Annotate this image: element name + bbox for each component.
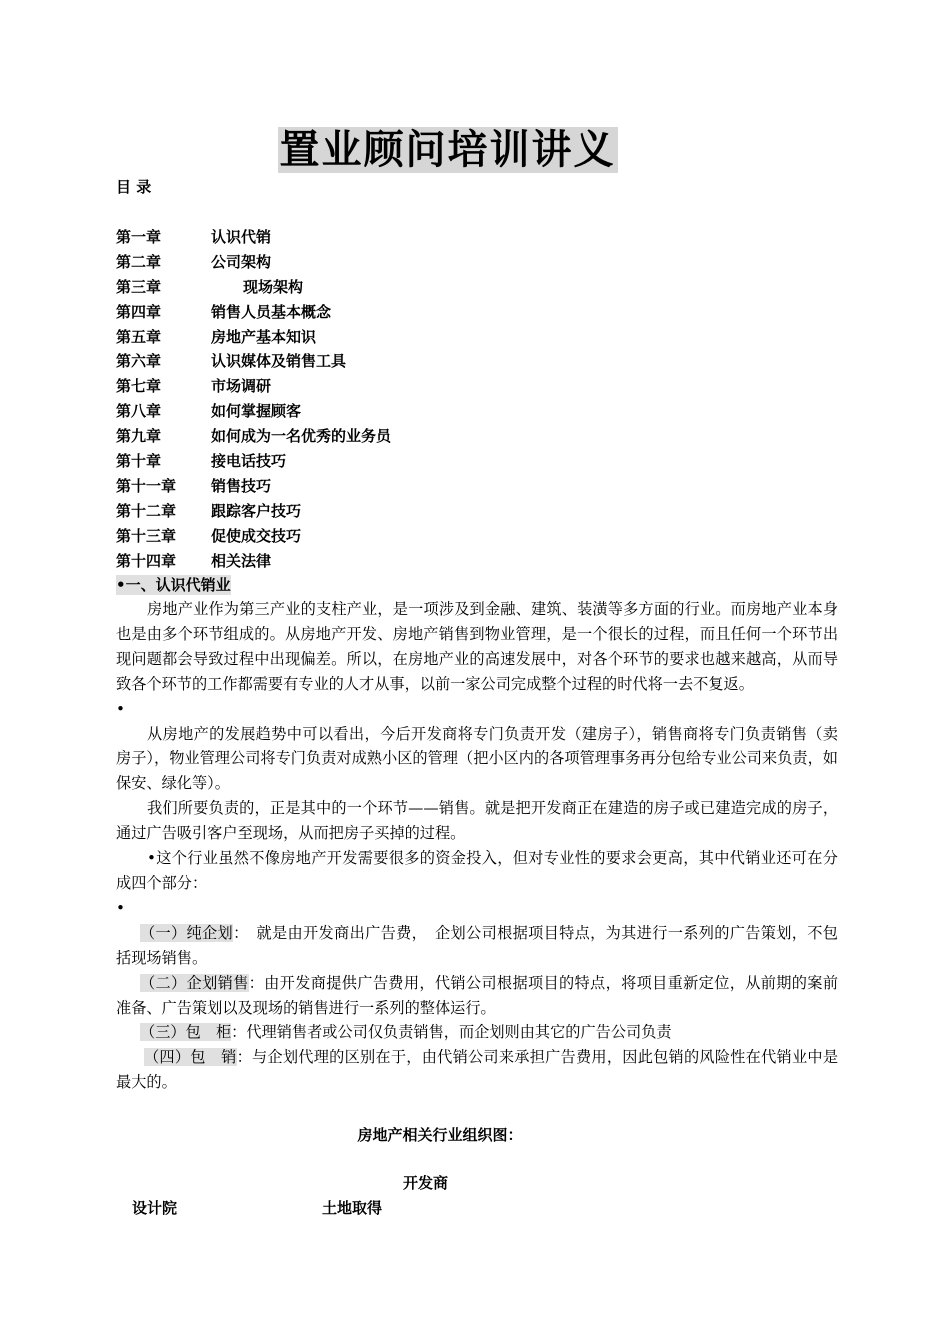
list-item <box>116 1020 838 1045</box>
toc-chapter-title: 销售技巧 <box>211 476 272 495</box>
item-text: ：由开发商提供广告费用，代销公司根据项目的特点，将项目重新定位，从前期的案前准备、广告策划以及现场的销售进行一系列的整体运行。 <box>116 973 839 1017</box>
toc-chapter-title: 促使成交技巧 <box>211 526 302 545</box>
toc-entry <box>116 275 391 300</box>
toc-entry <box>116 424 391 449</box>
paragraph: 从房地产的发展趋势中可以看出，今后开发商将专门负责开发（建房子），销售商将专门负责销售（卖房子），物业管理公司将专门负责对成熟小区的管理（把小区内的各项管理事务再分包给专业公司来负责，如保安、绿化等）。 <box>116 724 838 793</box>
list-item <box>116 921 838 971</box>
toc-entry <box>116 399 391 424</box>
toc-entry <box>116 499 391 524</box>
toc-chapter-number: 第六章 <box>116 352 162 371</box>
document-title: 置业顾问培训讲义 <box>279 127 616 173</box>
toc-entry <box>116 474 391 499</box>
toc-chapter-title: 跟踪客户技巧 <box>211 501 302 520</box>
toc-chapter-number: 第二章 <box>116 252 162 271</box>
bullet-mark: • <box>116 699 125 718</box>
toc-chapter-number: 第四章 <box>116 302 162 321</box>
toc-entry <box>116 225 391 250</box>
toc-entry <box>116 349 391 374</box>
toc-entry <box>116 449 391 474</box>
toc-chapter-title: 销售人员基本概念 <box>211 302 332 321</box>
toc-chapter-title: 认识媒体及销售工具 <box>211 352 347 371</box>
toc-chapter-title: 如何掌握顾客 <box>211 402 302 421</box>
toc-chapter-number: 第八章 <box>116 402 162 421</box>
section-body <box>116 597 838 1095</box>
toc-chapter-number: 第九章 <box>116 427 162 446</box>
item-label: （二）企划销售 <box>140 973 249 992</box>
section-heading: •一、认识代销业 <box>116 576 231 594</box>
toc-chapter-title: 市场调研 <box>211 377 272 396</box>
toc-chapter-title: 如何成为一名优秀的业务员 <box>211 427 392 446</box>
item-label: （四）包 销 <box>144 1048 237 1067</box>
item-text: ： 就是由开发商出广告费， 企划公司根据项目特点，为其进行一系列的广告策划，不包括现场销售。 <box>116 923 838 967</box>
toc-entry <box>116 250 391 275</box>
org-node-design-institute: 设计院 <box>132 1199 178 1217</box>
paragraph: •这个行业虽然不像房地产开发需要很多的资金投入，但对专业性的要求会更高，其中代销业还可在分成四个部分： <box>116 849 838 892</box>
toc-entry <box>116 524 391 549</box>
toc-chapter-title: 相关法律 <box>211 551 272 570</box>
toc-chapter-title: 房地产基本知识 <box>211 327 317 346</box>
toc-entry <box>116 300 391 325</box>
toc-chapter-number: 第一章 <box>116 228 162 246</box>
toc-chapter-title: 接电话技巧 <box>211 452 287 471</box>
item-text: ：代理销售者或公司仅负责销售，而企划则由其它的广告公司负责 <box>231 1023 672 1042</box>
toc-chapter-number: 第十章 <box>116 452 162 471</box>
paragraph: 房地产业作为第三产业的支柱产业，是一项涉及到金融、建筑、装潢等多方面的行业。而房地产业本身也是由多个环节组成的。从房地产开发、房地产销售到物业管理，是一个很长的过程，而且任何一个环节出现问题都会导致过程中出现偏差。所以，在房地产业的高速发展中，对各个环节的要求也越来越高，从而导致各个环节的工作都需要有专业的人才从事，以前一家公司完成整个过程的时代将一去不复返。 <box>116 600 838 693</box>
org-node-developer: 开发商 <box>403 1174 449 1192</box>
org-node-land-acquisition: 土地取得 <box>322 1199 383 1217</box>
toc-chapter-title: 公司架构 <box>211 252 272 271</box>
toc-chapter-title: 认识代销 <box>211 228 272 246</box>
toc-chapter-number: 第十四章 <box>116 551 177 570</box>
toc-chapter-title: 现场架构 <box>243 277 304 296</box>
table-of-contents <box>116 225 391 573</box>
toc-entry <box>116 325 391 350</box>
item-text: ：与企划代理的区别在于，由代销公司来承担广告费用，因此包销的风险性在代销业中是最大的。 <box>116 1048 839 1092</box>
toc-chapter-number: 第三章 <box>116 277 162 296</box>
bullet-mark: • <box>116 898 125 917</box>
toc-chapter-number: 第五章 <box>116 327 162 346</box>
toc-chapter-number: 第七章 <box>116 377 162 396</box>
toc-chapter-number: 第十三章 <box>116 526 177 545</box>
item-label: （一）纯企划 <box>140 923 234 942</box>
toc-heading: 目 录 <box>116 178 152 196</box>
toc-chapter-number: 第十二章 <box>116 501 177 520</box>
list-item <box>116 1045 838 1095</box>
item-label: （三）包 柜 <box>140 1023 232 1042</box>
list-item <box>116 971 838 1021</box>
toc-entry <box>116 549 391 574</box>
toc-entry <box>116 374 391 399</box>
paragraph: 我们所要负责的，正是其中的一个环节——销售。就是把开发商正在建造的房子或已建造完成的房子，通过广告吸引客户至现场，从而把房子买掉的过程。 <box>116 799 838 843</box>
org-chart-heading: 房地产相关行业组织图： <box>357 1126 523 1144</box>
toc-chapter-number: 第十一章 <box>116 476 177 495</box>
